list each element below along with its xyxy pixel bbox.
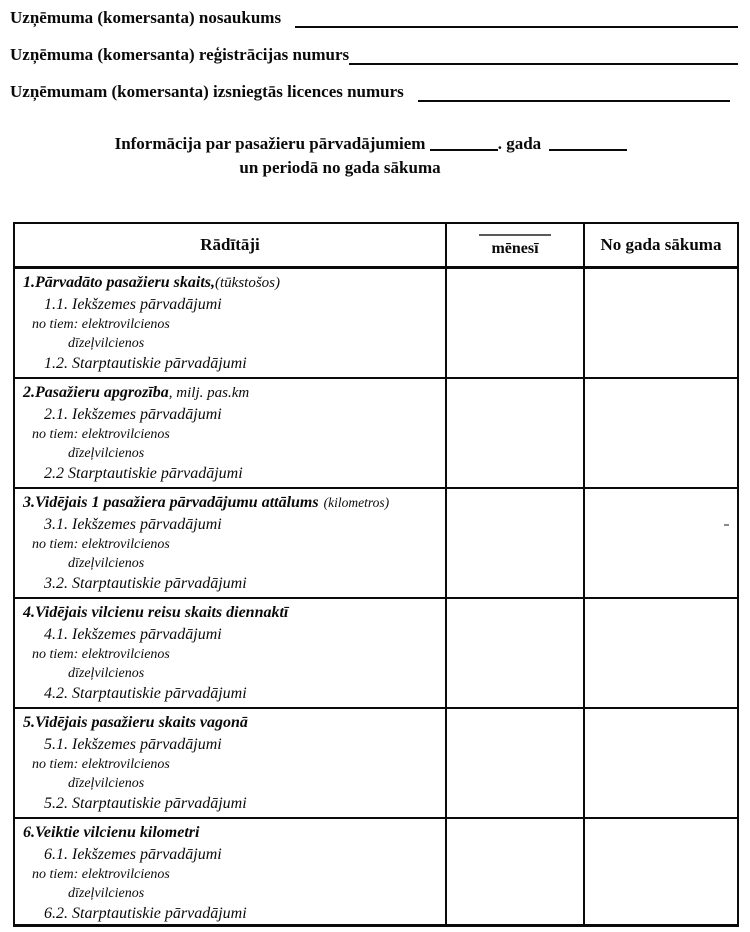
section-4-heading-text: 4.Vidējais vilcienu reisu skaits diennaktī <box>23 603 289 621</box>
table-row-section-2 <box>14 378 738 488</box>
table-row-section-6 <box>14 818 738 926</box>
section-5-ytd-cell[interactable] <box>584 708 738 818</box>
section-1-sub2: 1.2. Starptautiskie pārvadājumi <box>44 355 247 372</box>
section-2-of-which: no tiem: elektrovilcienos <box>32 426 170 442</box>
section-3-indicators <box>14 488 446 598</box>
section-4-sub1: 4.1. Iekšzemes pārvadājumi <box>44 625 222 643</box>
section-4-ytd-cell[interactable] <box>584 598 738 708</box>
section-6-diesel: dīzeļvilcienos <box>68 885 145 901</box>
section-6-ytd-cell[interactable] <box>584 818 738 926</box>
month-blank-input[interactable] <box>549 136 627 151</box>
section-5-of-which: no tiem: elektrovilcienos <box>32 756 170 772</box>
section-4-indicators <box>14 598 446 708</box>
month-blank-line[interactable] <box>479 233 551 236</box>
scan-artifact <box>724 524 729 526</box>
section-3-ytd-cell[interactable] <box>584 488 738 598</box>
header-ytd <box>584 223 738 268</box>
statistics-table-wrap <box>13 222 739 927</box>
section-6-sub2: 6.2. Starptautiskie pārvadājumi <box>44 904 247 922</box>
section-2-sub1: 2.1. Iekšzemes pārvadājumi <box>44 405 222 423</box>
company-name-label: Uzņēmuma (komersanta) nosaukums <box>10 8 282 27</box>
section-5-sub1: 5.1. Iekšzemes pārvadājumi <box>44 735 222 753</box>
header-month-label: mēnesī <box>491 239 539 257</box>
section-3-sub2: 3.2. Starptautiskie pārvadājumi <box>44 574 247 592</box>
section-5-heading <box>15 709 445 734</box>
table-row-section-4 <box>14 598 738 708</box>
section-1-heading <box>15 269 445 294</box>
section-3-heading <box>15 489 445 514</box>
section-2-heading <box>15 379 445 404</box>
section-1-diesel: dīzeļvilcienos <box>68 336 145 351</box>
section-4-diesel: dīzeļvilcienos <box>68 665 145 681</box>
section-4-sub2: 4.2. Starptautiskie pārvadājumi <box>44 684 247 702</box>
section-1-ytd-cell[interactable] <box>584 268 738 378</box>
section-6-indicators <box>14 818 446 926</box>
section-4-heading <box>15 599 445 624</box>
table-row-section-3 <box>14 488 738 598</box>
form-title-text1: Informācija par pasažieru pārvadājumiem <box>114 134 426 153</box>
statistics-table <box>13 222 739 927</box>
section-2-ytd-cell[interactable] <box>584 378 738 488</box>
section-4-of-which: no tiem: elektrovilcienos <box>32 646 170 662</box>
section-2-indicators <box>14 378 446 488</box>
section-2-diesel: dīzeļvilcienos <box>68 445 145 461</box>
section-1-heading-text: 1.Pārvadāto pasažieru skaits, <box>23 274 216 291</box>
section-3-heading-text: 3.Vidējais 1 pasažiera pārvadājumu attālums <box>23 493 319 511</box>
company-name-input[interactable] <box>295 10 738 28</box>
registration-number-label: Uzņēmuma (komersanta) reģistrācijas numurs <box>10 45 350 64</box>
section-2-month-cell[interactable] <box>446 378 584 488</box>
table-row-section-5 <box>14 708 738 818</box>
section-1-heading-note: (tūkstošos) <box>215 275 281 291</box>
section-2-heading-note: , milj. pas.km <box>168 384 250 401</box>
section-3-sub1: 3.1. Iekšzemes pārvadājumi <box>44 515 222 533</box>
section-3-diesel: dīzeļvilcienos <box>68 555 145 571</box>
licence-number-field <box>10 76 738 102</box>
section-3-month-cell[interactable] <box>446 488 584 598</box>
company-name-field <box>10 2 738 28</box>
header-month <box>446 223 584 268</box>
section-6-heading <box>15 819 445 844</box>
licence-number-input[interactable] <box>418 84 730 102</box>
year-blank-input[interactable] <box>430 136 498 151</box>
licence-number-label: Uzņēmumam (komersanta) izsniegtās licences numurs <box>10 82 404 101</box>
section-3-of-which: no tiem: elektrovilcienos <box>32 536 170 552</box>
section-2-sub2: 2.2 Starptautiskie pārvadājumi <box>44 464 243 482</box>
section-2-heading-text: 2.Pasažieru apgrozība <box>23 383 169 401</box>
section-1-indicators <box>14 268 446 378</box>
section-5-diesel: dīzeļvilcienos <box>68 775 145 791</box>
header-indicators: Rādītāji <box>14 223 446 268</box>
section-5-month-cell[interactable] <box>446 708 584 818</box>
form-title <box>75 132 667 180</box>
section-5-indicators <box>14 708 446 818</box>
section-6-of-which: no tiem: elektrovilcienos <box>32 866 170 882</box>
registration-number-input[interactable] <box>349 47 738 65</box>
section-6-sub1: 6.1. Iekšzemes pārvadājumi <box>44 845 222 863</box>
section-5-heading-text: 5.Vidējais pasažieru skaits vagonā <box>23 713 248 731</box>
table-row-section-1 <box>14 268 738 378</box>
header-ytd-label: No gada sākuma <box>600 235 722 254</box>
table-header-row <box>14 223 738 268</box>
registration-number-field <box>10 39 738 65</box>
section-4-month-cell[interactable] <box>446 598 584 708</box>
section-6-month-cell[interactable] <box>446 818 584 926</box>
section-3-heading-note: (kilometros) <box>323 494 390 510</box>
section-1-month-cell[interactable] <box>446 268 584 378</box>
form-title-line1 <box>75 132 667 156</box>
section-1-sub1: 1.1. Iekšzemes pārvadājumi <box>44 296 222 313</box>
section-5-sub2: 5.2. Starptautiskie pārvadājumi <box>44 794 247 812</box>
form-title-text2: . gada <box>497 134 542 153</box>
form-title-line2: un periodā no gada sākuma <box>239 158 441 177</box>
section-1-of-which: no tiem: elektrovilcienos <box>32 317 170 332</box>
company-fields <box>10 2 738 113</box>
section-6-heading-text: 6.Veiktie vilcienu kilometri <box>23 823 200 841</box>
